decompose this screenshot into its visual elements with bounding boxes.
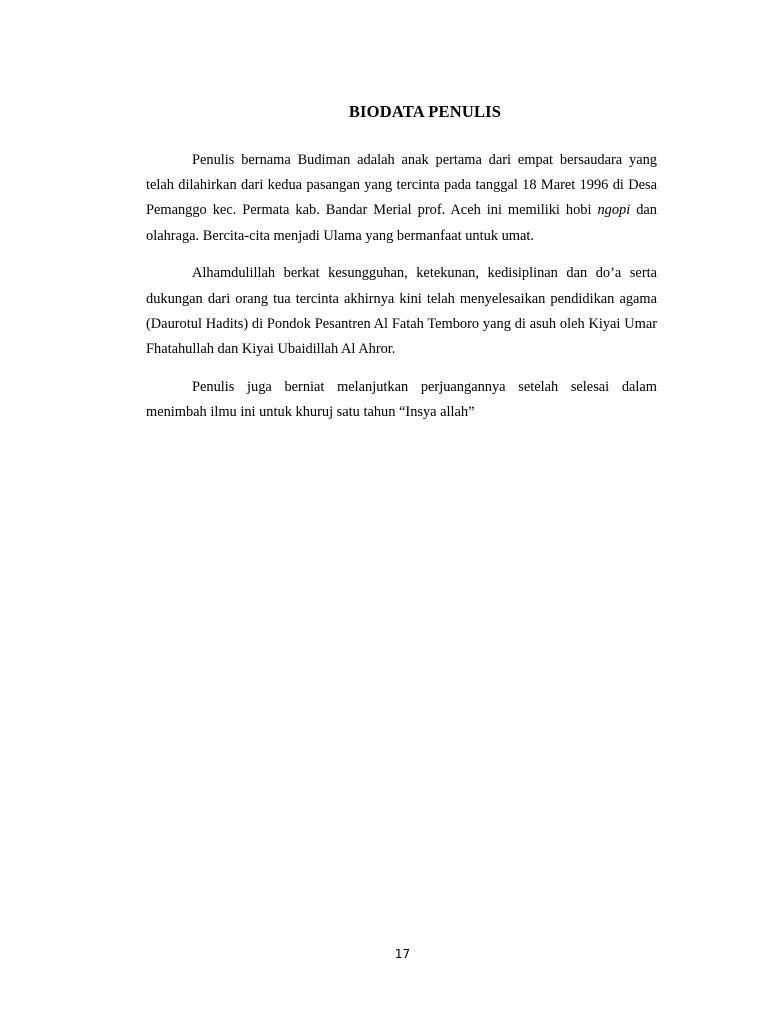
- page-number: 17: [394, 947, 411, 961]
- page-title: BIODATA PENULIS: [348, 102, 502, 121]
- paragraph-2: Alhamdulillah berkat kesungguhan, ketekunan, kedisiplinan dan do’a serta dukungan dari orang tua tercinta akhirnya kini telah menyelesaikan pendidikan agama (Daurotul Hadits) di Pondok Pesantren Al Fatah Temboro yang di asuh oleh Kiyai Umar Fhatahullah dan Kiyai Ubaidillah Al Ahror.: [146, 265, 657, 357]
- paragraph-1: [146, 148, 657, 249]
- paragraph-3: Penulis juga berniat melanjutkan perjuangannya setelah selesai dalam menimbah ilmu ini untuk khuruj satu tahun “Insya allah”: [146, 378, 657, 420]
- paragraph-1-italic-word: ngopi: [597, 202, 631, 219]
- paragraph-1-text-start: Penulis bernama Budiman adalah anak pertama dari empat bersaudara yang telah dilahirkan dari kedua pasangan yang tercinta pada tanggal 18 Maret 1996 di Desa Pemanggo kec. Permata kab. Bandar Merial prof. Aceh ini memiliki hobi: [146, 152, 657, 219]
- document-body: [146, 148, 657, 438]
- paragraph-1-text-end: dan olahraga. Bercita-cita menjadi Ulama yang bermanfaat untuk umat.: [146, 202, 657, 244]
